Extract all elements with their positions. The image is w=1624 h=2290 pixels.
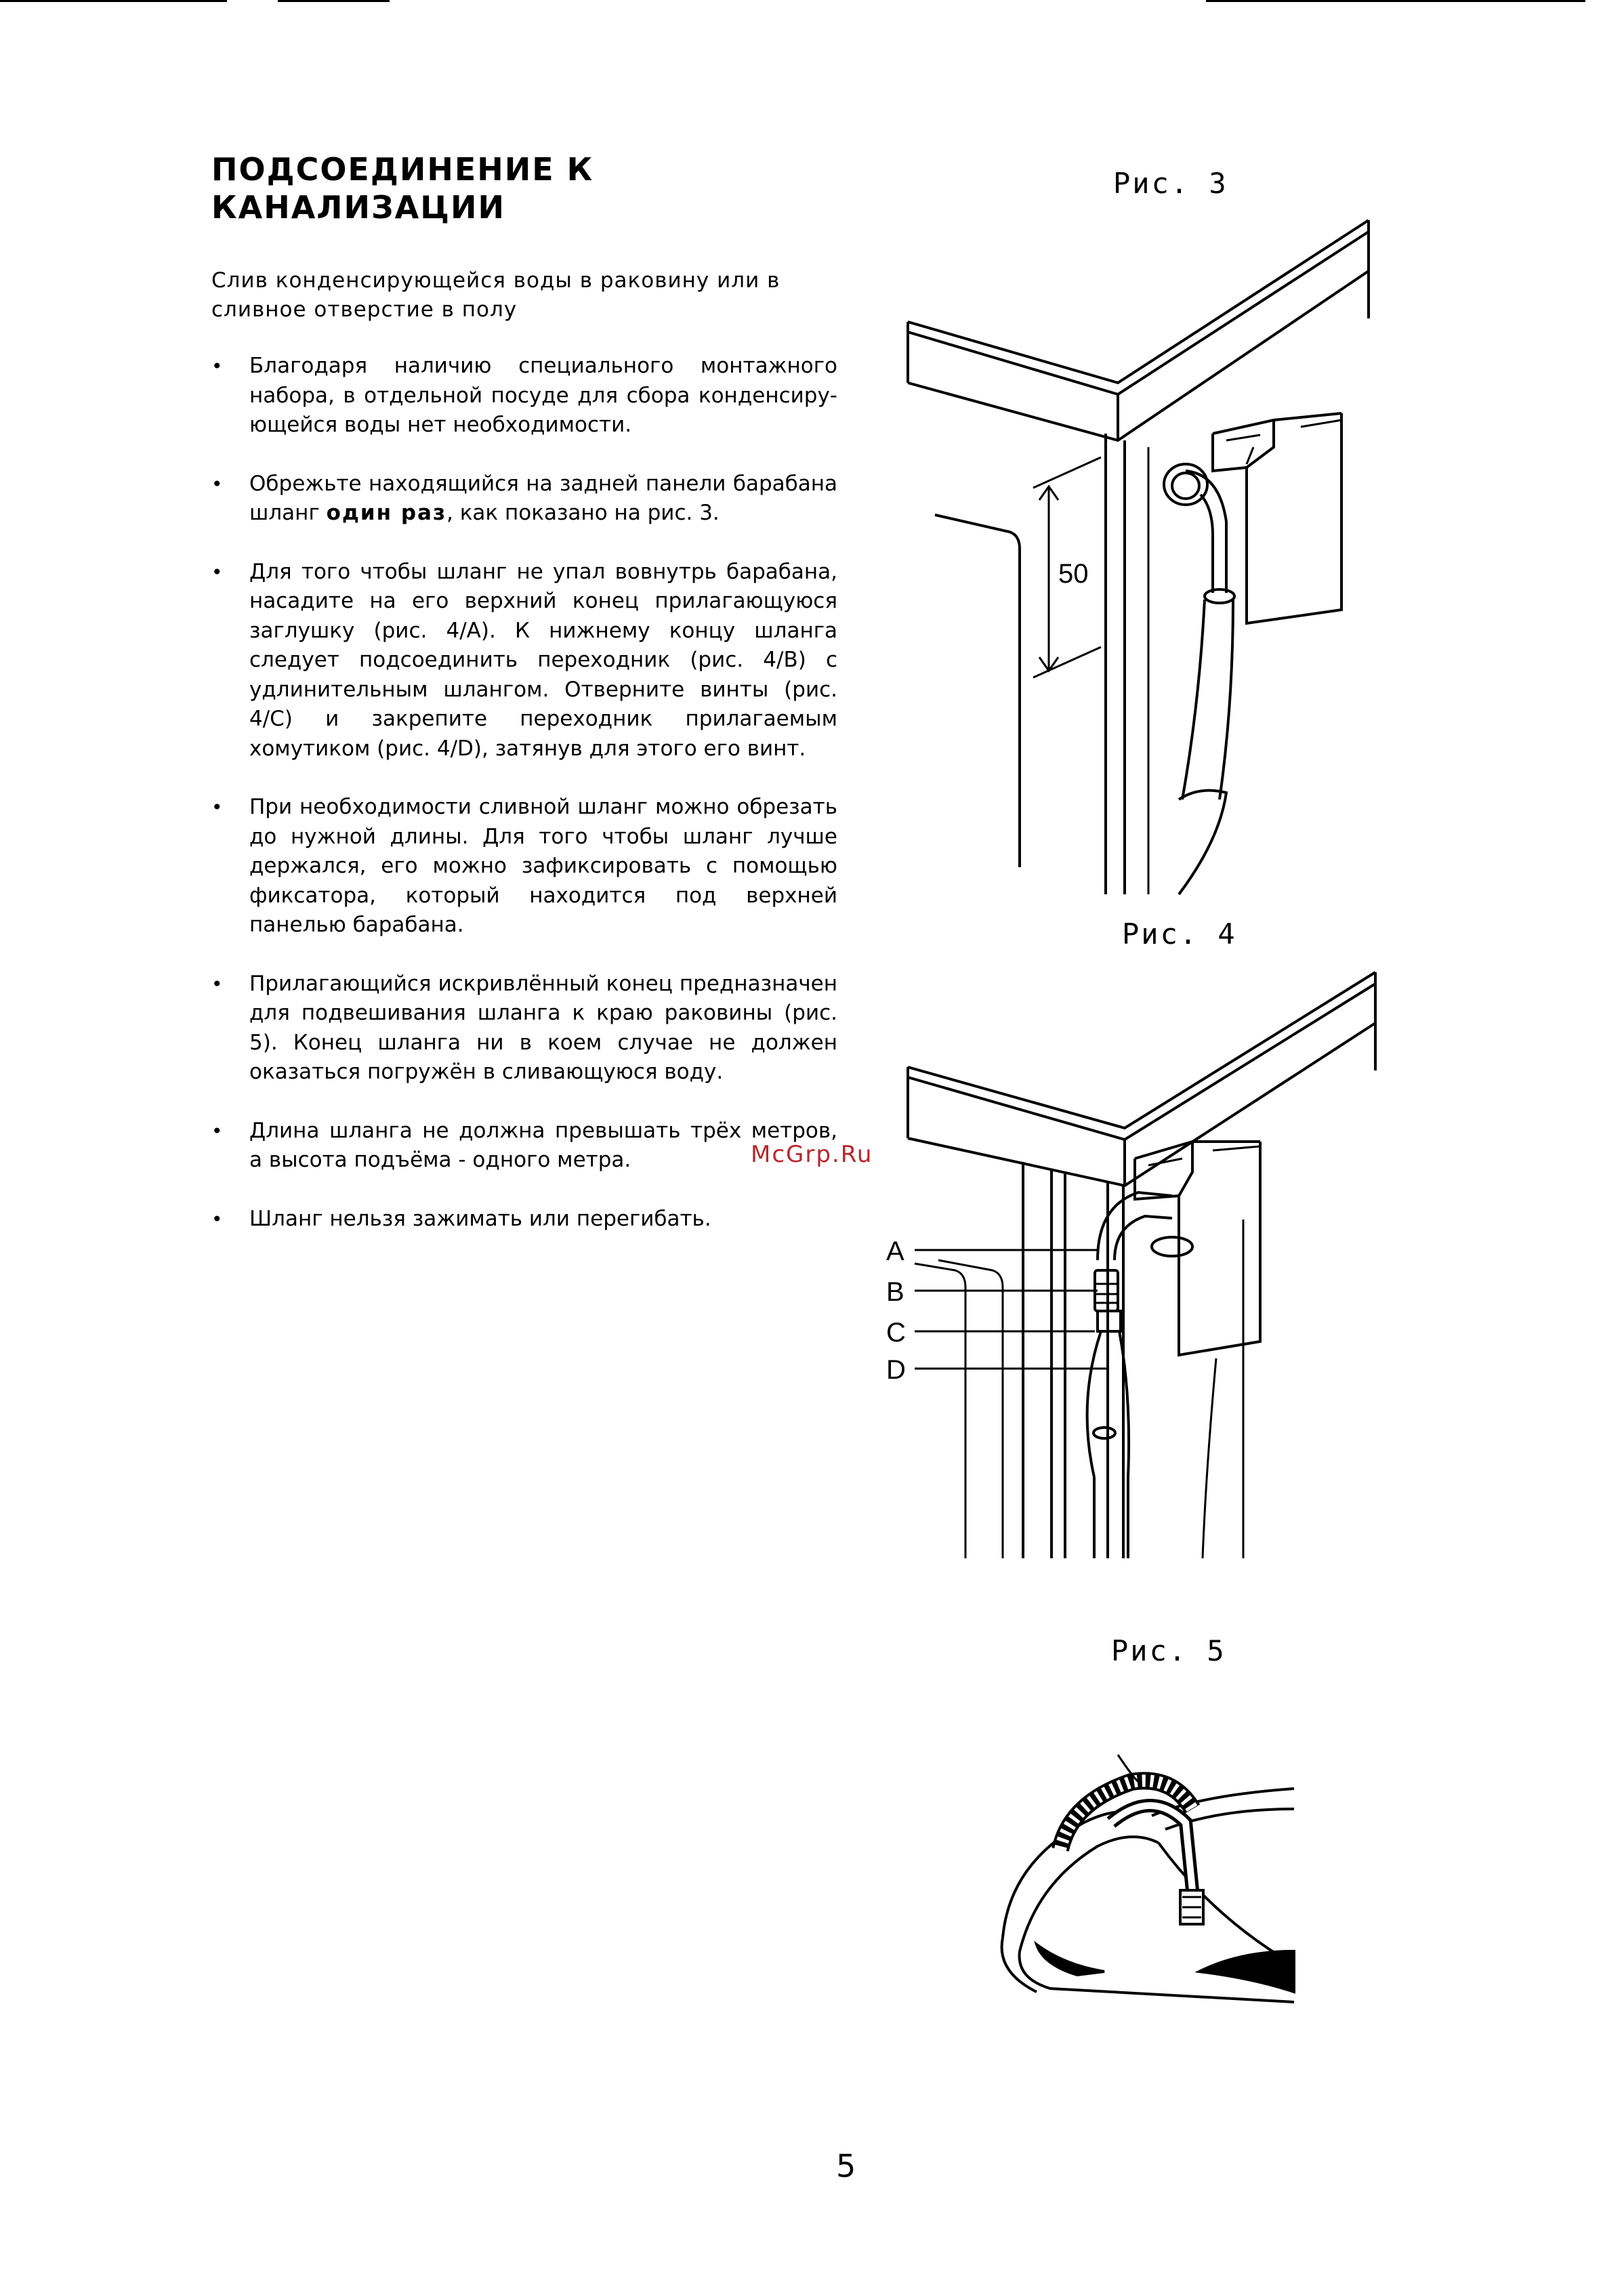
fig4-label-d: D [886, 1355, 906, 1385]
fig5-caption: Рис. 5 [1111, 1634, 1226, 1667]
top-edge-line-left [0, 0, 227, 2]
fig3-dimension-label: 50 [1058, 559, 1089, 589]
emphasis-text: один раз [326, 501, 446, 525]
watermark: McGrp.Ru [751, 1141, 873, 1168]
top-edge-line-middle [278, 0, 390, 2]
list-item: • Благодаря наличию специального монтажного набора, в отдельной посуде для сбора конденсиру-ющейся воды нет необходимости. [211, 352, 837, 440]
fig4-label-c: C [886, 1318, 906, 1348]
fig4-illustration [874, 962, 1402, 1572]
list-item: • Для того чтобы шланг не упал вовнутрь барабана, насадите на его верхний конец прилагающуюся заглушку (рис. 4/A). К нижнему концу шланга следует подсоединить переходник (рис. 4/B) с удлинительным шлангом. Отверните винты (рис. 4/C) и закрепите переходник прилагаемым хомутиком (рис. 4/D), затянув для этого его винт. [211, 558, 837, 764]
list-item: • Шланг нельзя зажимать или перегибать. [211, 1205, 837, 1234]
fig4-caption: Рис. 4 [1122, 917, 1237, 951]
title-line-2: КАНАЛИЗАЦИИ [211, 189, 505, 226]
page-number: 5 [836, 2148, 856, 2184]
fig4-label-b: B [886, 1277, 904, 1307]
instruction-list [211, 352, 837, 1263]
intro-paragraph: Слив конденсирующейся воды в раковину или в сливное отверстие в полу [211, 268, 780, 322]
section-title [211, 150, 686, 226]
top-edge-line-right [1206, 0, 1585, 2]
list-item: • Обрежьте находящийся на задней панели барабана шланг один раз, как показано на рис. 3. [211, 470, 837, 528]
fig4-label-a: A [886, 1236, 904, 1266]
fig5-illustration [996, 1748, 1308, 2019]
list-item: • Длина шланга не должна превышать трёх метров, а высота подъёма - одного метра. [211, 1117, 837, 1175]
fig3-caption: Рис. 3 [1113, 167, 1228, 200]
fig3-illustration [894, 217, 1409, 908]
title-line-1: ПОДСОЕДИНЕНИЕ К [211, 151, 594, 188]
list-item: • Прилагающийся искривлённый конец предназначен для подвешивания шланга к краю раковины (рис. 5). Конец шланга ни в коем случае не должен оказаться погружён в сливающуюся воду. [211, 970, 837, 1087]
list-item: • При необходимости сливной шланг можно обрезать до нужной длины. Для того чтобы шланг лучше держался, его можно зафиксировать с помощью фиксатора, который находится под верхней панелью барабана. [211, 793, 837, 940]
